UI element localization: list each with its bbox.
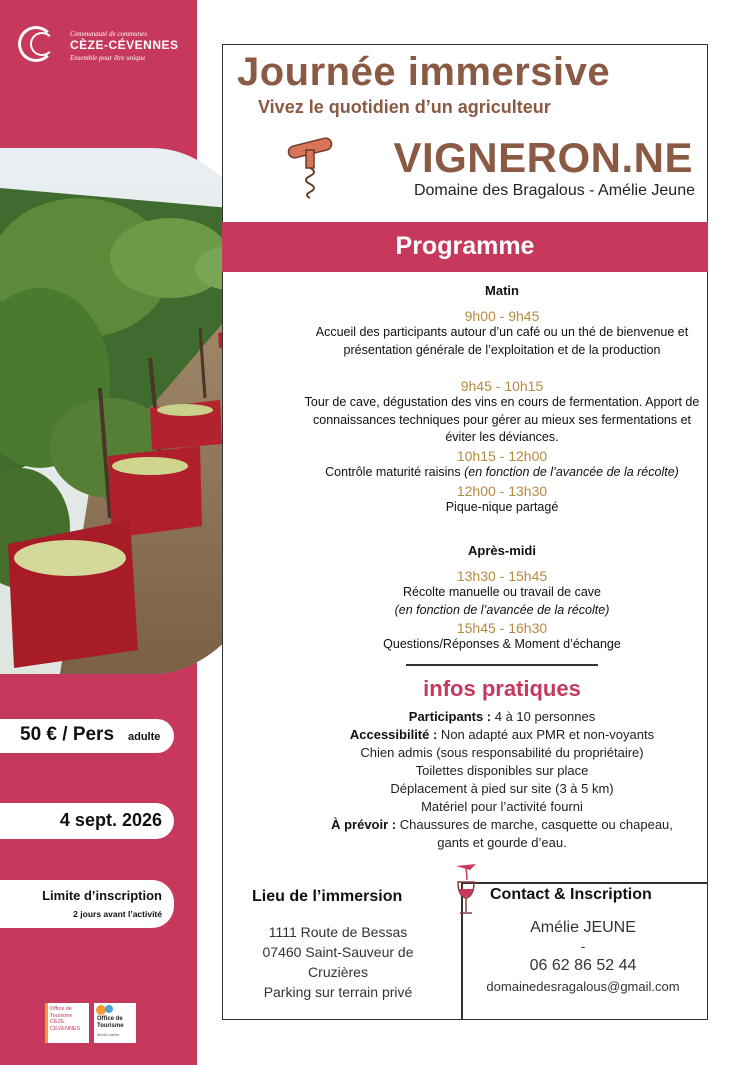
corkscrew-icon	[286, 136, 336, 206]
logo-tagline: Ensemble pour être unique	[70, 54, 146, 62]
programme-time: 9h45 - 10h15	[460, 378, 544, 394]
programme-time: 12h00 - 13h30	[456, 483, 548, 499]
programme-time: 15h45 - 16h30	[456, 620, 548, 636]
office-tourisme-ceze-logo: Office de Tourisme CÈZE CÉVENNES	[45, 1003, 89, 1043]
programme-desc: Accueil des participants autour d’un café ou un thé de bienvenue et présentation générale de l’exploitation et de la production	[315, 325, 689, 357]
info-accessibilite: Accessibilité : Non adapté aux PMR et non-voyants	[349, 727, 655, 742]
programme-item	[300, 483, 704, 517]
limit-subtitle: 2 jours avant l’activité	[73, 909, 162, 919]
programme-title: Programme	[395, 232, 535, 260]
registration-limit-badge	[0, 880, 174, 928]
page-subtitle: Vivez le quotidien d’un agriculteur	[258, 97, 551, 117]
price-unit: adulte	[128, 731, 161, 743]
programme-note: (en fonction de l’avancée de la récolte)	[394, 602, 610, 617]
programme-desc	[300, 464, 704, 482]
matin-section	[300, 283, 704, 298]
programme-desc-text: Contrôle maturité raisins	[325, 465, 461, 479]
matin-label: Matin	[485, 283, 519, 298]
programme-desc: Pique-nique partagé	[445, 500, 559, 514]
programme-item	[300, 568, 704, 619]
price-value: 50 € / Pers	[20, 724, 115, 745]
programme-desc: Tour de cave, dégustation des vins en cours de fermentation. Apport de connaissances techniques pour gérer au mieux ses fermentations et éviter les déviances.	[304, 395, 700, 444]
info-chien: Chien admis (sous responsabilité du propriétaire)	[360, 745, 644, 760]
infos-list	[300, 708, 704, 852]
lieu-line: Parking sur terrain privé	[263, 984, 413, 1000]
wine-glass-icon	[452, 862, 480, 920]
programme-item	[300, 308, 704, 359]
info-deplacement: Déplacement à pied sur site (3 à 5 km)	[390, 781, 614, 796]
programme-time: 13h30 - 15h45	[456, 568, 548, 584]
info-materiel: Matériel pour l’activité fourni	[421, 799, 583, 814]
office-tourisme-logo: Office de Tourisme Mont-Lozère	[94, 1003, 136, 1043]
info-participants: Participants : 4 à 10 personnes	[408, 709, 596, 724]
logo-line1: Communauté de communes	[70, 30, 147, 38]
community-logo	[18, 24, 198, 68]
lieu-line: 07460 Saint-Sauveur de	[262, 944, 414, 960]
programme-item	[300, 378, 704, 447]
contact-divider	[462, 882, 708, 884]
contact-phone[interactable]: 06 62 86 52 44	[529, 957, 637, 974]
contact-separator: -	[580, 938, 586, 954]
logo-ring-inner-icon	[30, 32, 54, 56]
apres-midi-section	[300, 543, 704, 558]
contact-email[interactable]: domainedesragalous@gmail.com	[486, 979, 680, 994]
limit-title: Limite d’inscription	[42, 888, 162, 903]
date-badge	[0, 803, 174, 839]
lieu-title: Lieu de l’immersion	[252, 888, 403, 905]
programme-note: (en fonction de l’avancée de la récolte)	[464, 465, 679, 479]
logo-name: CÈZE-CÉVENNES	[70, 38, 179, 52]
page-title: Journée immersive	[237, 50, 611, 94]
programme-item	[300, 448, 704, 482]
infos-title: infos pratiques	[423, 676, 581, 701]
programme-desc: Questions/Réponses & Moment d’échange	[383, 637, 621, 651]
programme-time: 10h15 - 12h00	[456, 448, 548, 464]
price-badge	[0, 719, 174, 753]
programme-banner	[222, 222, 708, 272]
info-toilettes: Toilettes disponibles sur place	[415, 763, 589, 778]
contact-info	[472, 918, 694, 996]
info-prevoir: À prévoir : Chaussures de marche, casquette ou chapeau,	[331, 817, 673, 832]
lieu-line: Cruzières	[308, 964, 368, 980]
domaine-name: Domaine des Bragalous - Amélie Jeune	[413, 182, 695, 199]
contact-name: Amélie JEUNE	[530, 919, 636, 936]
event-date: 4 sept. 2026	[59, 810, 162, 830]
programme-desc: Récolte manuelle ou travail de cave	[402, 585, 602, 599]
info-prevoir-2: gants et gourde d’eau.	[437, 835, 567, 850]
lieu-address	[238, 922, 438, 1002]
contact-title: Contact & Inscription	[490, 886, 652, 903]
lieu-line: 1111 Route de Bessas	[268, 924, 408, 940]
divider	[406, 664, 598, 666]
apres-midi-label: Après-midi	[468, 543, 536, 558]
programme-time: 9h00 - 9h45	[464, 308, 540, 324]
job-title: VIGNERON.NE	[393, 134, 693, 181]
programme-item	[300, 620, 704, 654]
